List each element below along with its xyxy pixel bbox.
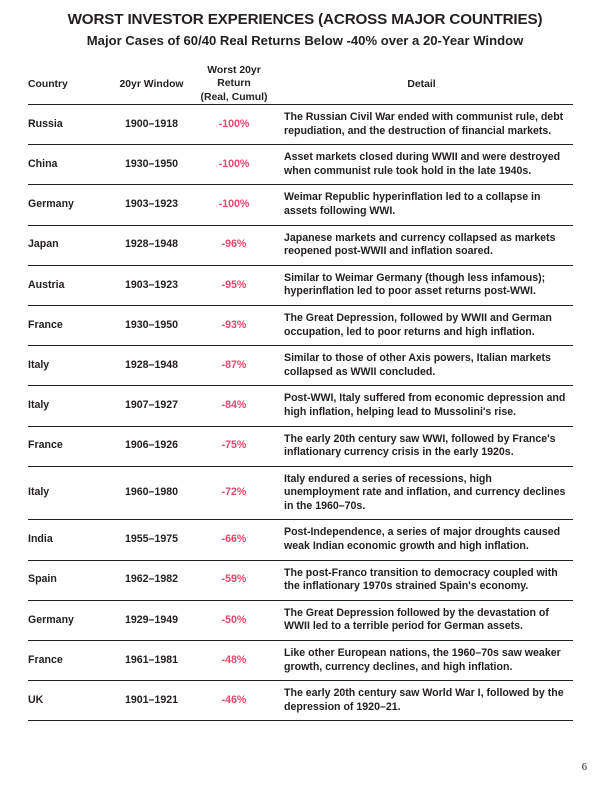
column-header-detail: Detail xyxy=(407,78,436,90)
column-header-return xyxy=(198,50,270,105)
table-row xyxy=(28,386,573,426)
cell-return: -84% xyxy=(221,399,247,412)
cell-return: -72% xyxy=(221,486,247,499)
cell-country: France xyxy=(28,439,63,452)
table-header xyxy=(28,50,573,105)
cell-return: -46% xyxy=(221,694,247,707)
cell-window: 1930–1950 xyxy=(124,318,179,331)
table-row xyxy=(28,105,573,145)
cell-detail: The early 20th century saw WWI, followed by France's inflationary currency crisis in the early 1920s. xyxy=(284,432,556,459)
table-row xyxy=(28,466,573,520)
cell-window: 1903–1923 xyxy=(124,198,179,211)
cell-country: Austria xyxy=(28,278,65,291)
column-header-return-line2: Return xyxy=(217,78,251,89)
column-header-window: 20yr Window xyxy=(119,78,184,90)
cell-detail: Asset markets closed during WWII and were destroyed when communist rule took hold in the late 1940s. xyxy=(284,151,561,177)
cell-detail: Like other European nations, the 1960–70s saw weaker growth, currency declines, and high inflation. xyxy=(284,647,561,673)
table-row xyxy=(28,600,573,640)
cell-window: 1901–1921 xyxy=(124,694,179,707)
cell-return: -100% xyxy=(218,117,250,130)
table-row xyxy=(28,225,573,265)
column-header-return-line1: Worst 20yr xyxy=(207,64,261,76)
cell-return: -96% xyxy=(221,238,247,251)
table-row xyxy=(28,426,573,466)
title-block xyxy=(0,0,610,50)
table-row xyxy=(28,560,573,600)
cell-window: 1929–1949 xyxy=(124,613,179,626)
cell-country: Germany xyxy=(28,613,74,626)
cell-detail: Japanese markets and currency collapsed as markets reopened post-WWII and inflation soared. xyxy=(284,231,556,258)
cell-country: UK xyxy=(28,694,44,707)
cell-return: -66% xyxy=(221,533,247,546)
cell-country: Italy xyxy=(28,358,50,371)
table-row xyxy=(28,265,573,305)
worst-investor-experiences-table xyxy=(28,50,573,721)
cell-window: 1903–1923 xyxy=(124,278,179,291)
cell-country: India xyxy=(28,533,53,546)
cell-window: 1930–1950 xyxy=(124,157,179,170)
cell-window: 1900–1918 xyxy=(124,117,179,130)
cell-country: Italy xyxy=(28,486,50,499)
table-row xyxy=(28,520,573,560)
table-row xyxy=(28,145,573,185)
cell-window: 1928–1948 xyxy=(124,238,179,251)
cell-window: 1955–1975 xyxy=(124,533,179,546)
cell-detail: Post-WWI, Italy suffered from economic depression and high inflation, helping lead to Mussolini's rise. xyxy=(284,392,566,418)
cell-detail: Similar to those of other Axis powers, Italian markets collapsed as WWII concluded. xyxy=(284,352,551,378)
cell-country: France xyxy=(28,653,63,666)
page-number: 6 xyxy=(581,762,587,773)
cell-return: -100% xyxy=(218,198,250,211)
page-subtitle: Major Cases of 60/40 Real Returns Below -40% over a 20-Year Window xyxy=(86,33,524,48)
cell-detail: Italy endured a series of recessions, high unemployment rate and inflation, and currency declines in the 1960–70s. xyxy=(284,472,566,512)
cell-country: China xyxy=(28,157,58,170)
cell-country: France xyxy=(28,318,63,331)
cell-detail: The Great Depression, followed by WWII and German occupation, led to poor returns and high inflation. xyxy=(284,311,552,338)
cell-return: -100% xyxy=(218,157,250,170)
cell-detail: The Russian Civil War ended with communist rule, debt repudiation, and the destruction of financial markets. xyxy=(284,111,564,137)
cell-return: -87% xyxy=(221,358,247,371)
table-row xyxy=(28,641,573,681)
cell-window: 1960–1980 xyxy=(124,486,179,499)
cell-detail: The post-Franco transition to democracy coupled with the inflationary 1970s strained Spain's economy. xyxy=(284,566,558,593)
cell-window: 1961–1981 xyxy=(124,653,179,666)
cell-country: Spain xyxy=(28,573,57,586)
cell-return: -48% xyxy=(221,653,247,666)
table-row xyxy=(28,681,573,721)
cell-detail: Weimar Republic hyperinflation led to a collapse in assets following WWI. xyxy=(284,191,541,217)
cell-window: 1907–1927 xyxy=(124,399,179,412)
table-row xyxy=(28,346,573,386)
cell-detail: Post-Independence, a series of major droughts caused weak Indian economic growth and high inflation. xyxy=(284,526,561,553)
column-header-country: Country xyxy=(28,78,68,90)
cell-detail: The early 20th century saw World War I, followed by the depression of 1920–21. xyxy=(284,687,564,713)
cell-return: -50% xyxy=(221,613,247,626)
table-row xyxy=(28,185,573,225)
cell-detail: The Great Depression followed by the devastation of WWII led to a terrible period for German assets. xyxy=(284,606,549,633)
table-row xyxy=(28,305,573,345)
cell-return: -95% xyxy=(221,278,247,291)
cell-country: Germany xyxy=(28,198,74,211)
cell-country: Japan xyxy=(28,238,59,251)
cell-window: 1962–1982 xyxy=(124,573,179,586)
cell-return: -75% xyxy=(221,439,247,452)
cell-country: Russia xyxy=(28,117,63,130)
column-header-return-line3: (Real, Cumul) xyxy=(200,91,268,103)
table-body xyxy=(28,105,573,721)
cell-country: Italy xyxy=(28,399,50,412)
cell-return: -93% xyxy=(221,318,247,331)
cell-detail: Similar to Weimar Germany (though less infamous); hyperinflation led to poor asset returns post-WWI. xyxy=(284,271,546,298)
cell-return: -59% xyxy=(221,573,247,586)
cell-window: 1906–1926 xyxy=(124,439,179,452)
page-title: WORST INVESTOR EXPERIENCES (ACROSS MAJOR COUNTRIES) xyxy=(67,11,543,28)
cell-window: 1928–1948 xyxy=(124,358,179,371)
